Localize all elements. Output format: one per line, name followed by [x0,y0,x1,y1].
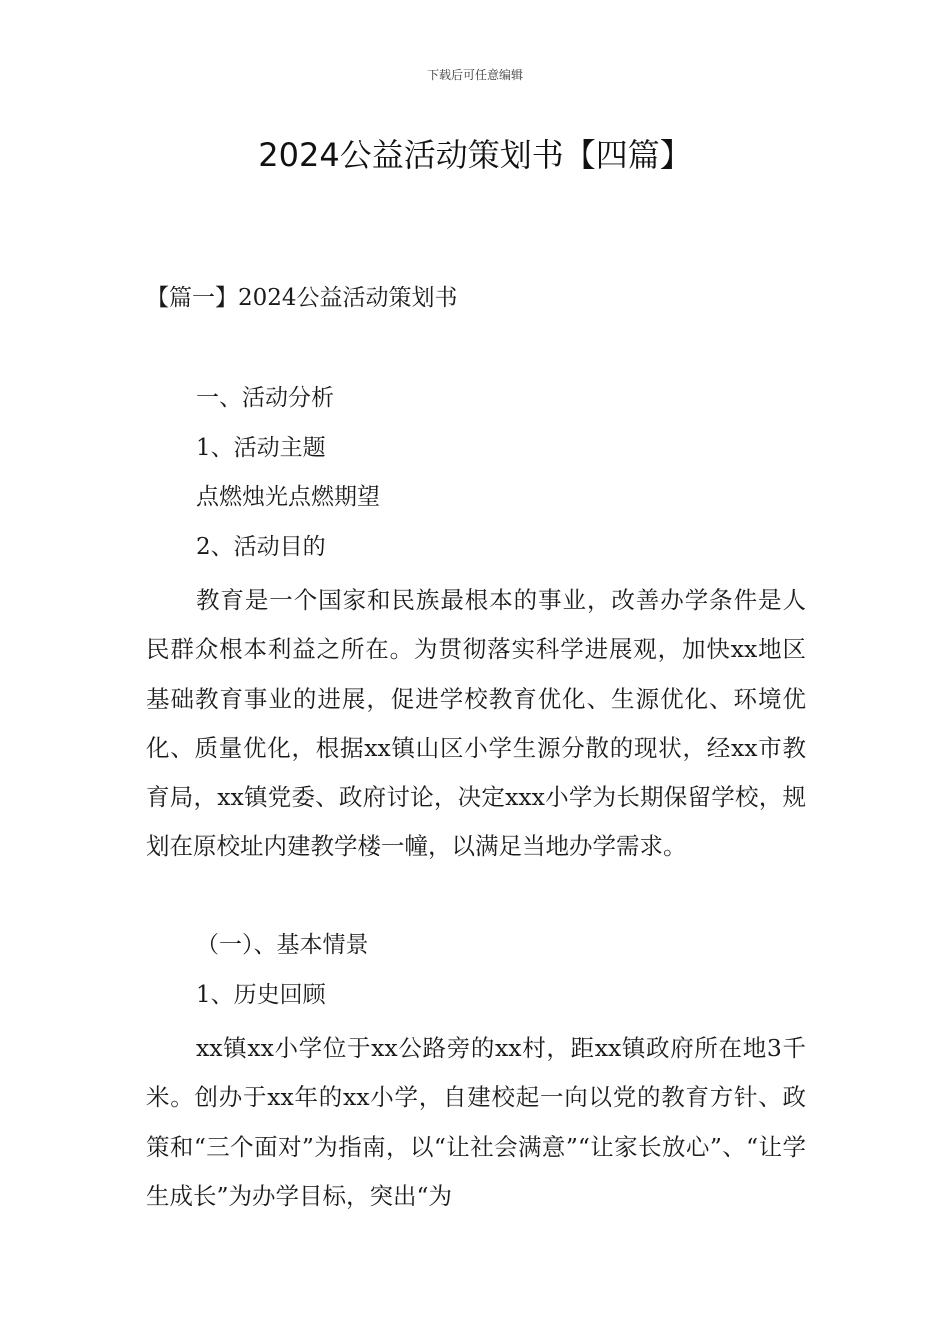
activity-theme-text: 点燃烛光点燃期望 [196,484,380,510]
heading-activity-analysis: 一、活动分析 [196,385,334,411]
heading-history-review: 1、历史回顾 [196,982,326,1008]
heading-activity-theme: 1、活动主题 [196,435,326,461]
header-note: 下载后可任意编辑 [426,68,523,82]
section-title: 【篇一】2024公益活动策划书 [146,285,458,311]
paragraph-history: xx镇xx小学位于xx公路旁的xx村，距xx镇政府所在地3千米。创办于xx年的xx小学，自建校起一向以党的教育方针、政策和“三个面对”为指南，以“让社会满意”“让家长放心”、“让学生成长”为办学目标，突出“为 [146,1034,806,1210]
document-title: 2024公益活动策划书【四篇】 [258,136,692,174]
paragraph-purpose: 教育是一个国家和民族最根本的事业，改善办学条件是人民群众根本利益之所在。为贯彻落实科学进展观，加快xx地区基础教育事业的进展，促进学校教育优化、生源优化、环境优化、质量优化，根据xx镇山区小学生源分散的现状，经xx市教育局，xx镇党委、政府讨论，决定xxx小学为长期保留学校，规划在原校址内建教学楼一幢，以满足当地办学需求。 [146,586,806,861]
heading-basic-situation: （一）、基本情景 [196,932,369,958]
heading-activity-purpose: 2、活动目的 [196,534,326,560]
